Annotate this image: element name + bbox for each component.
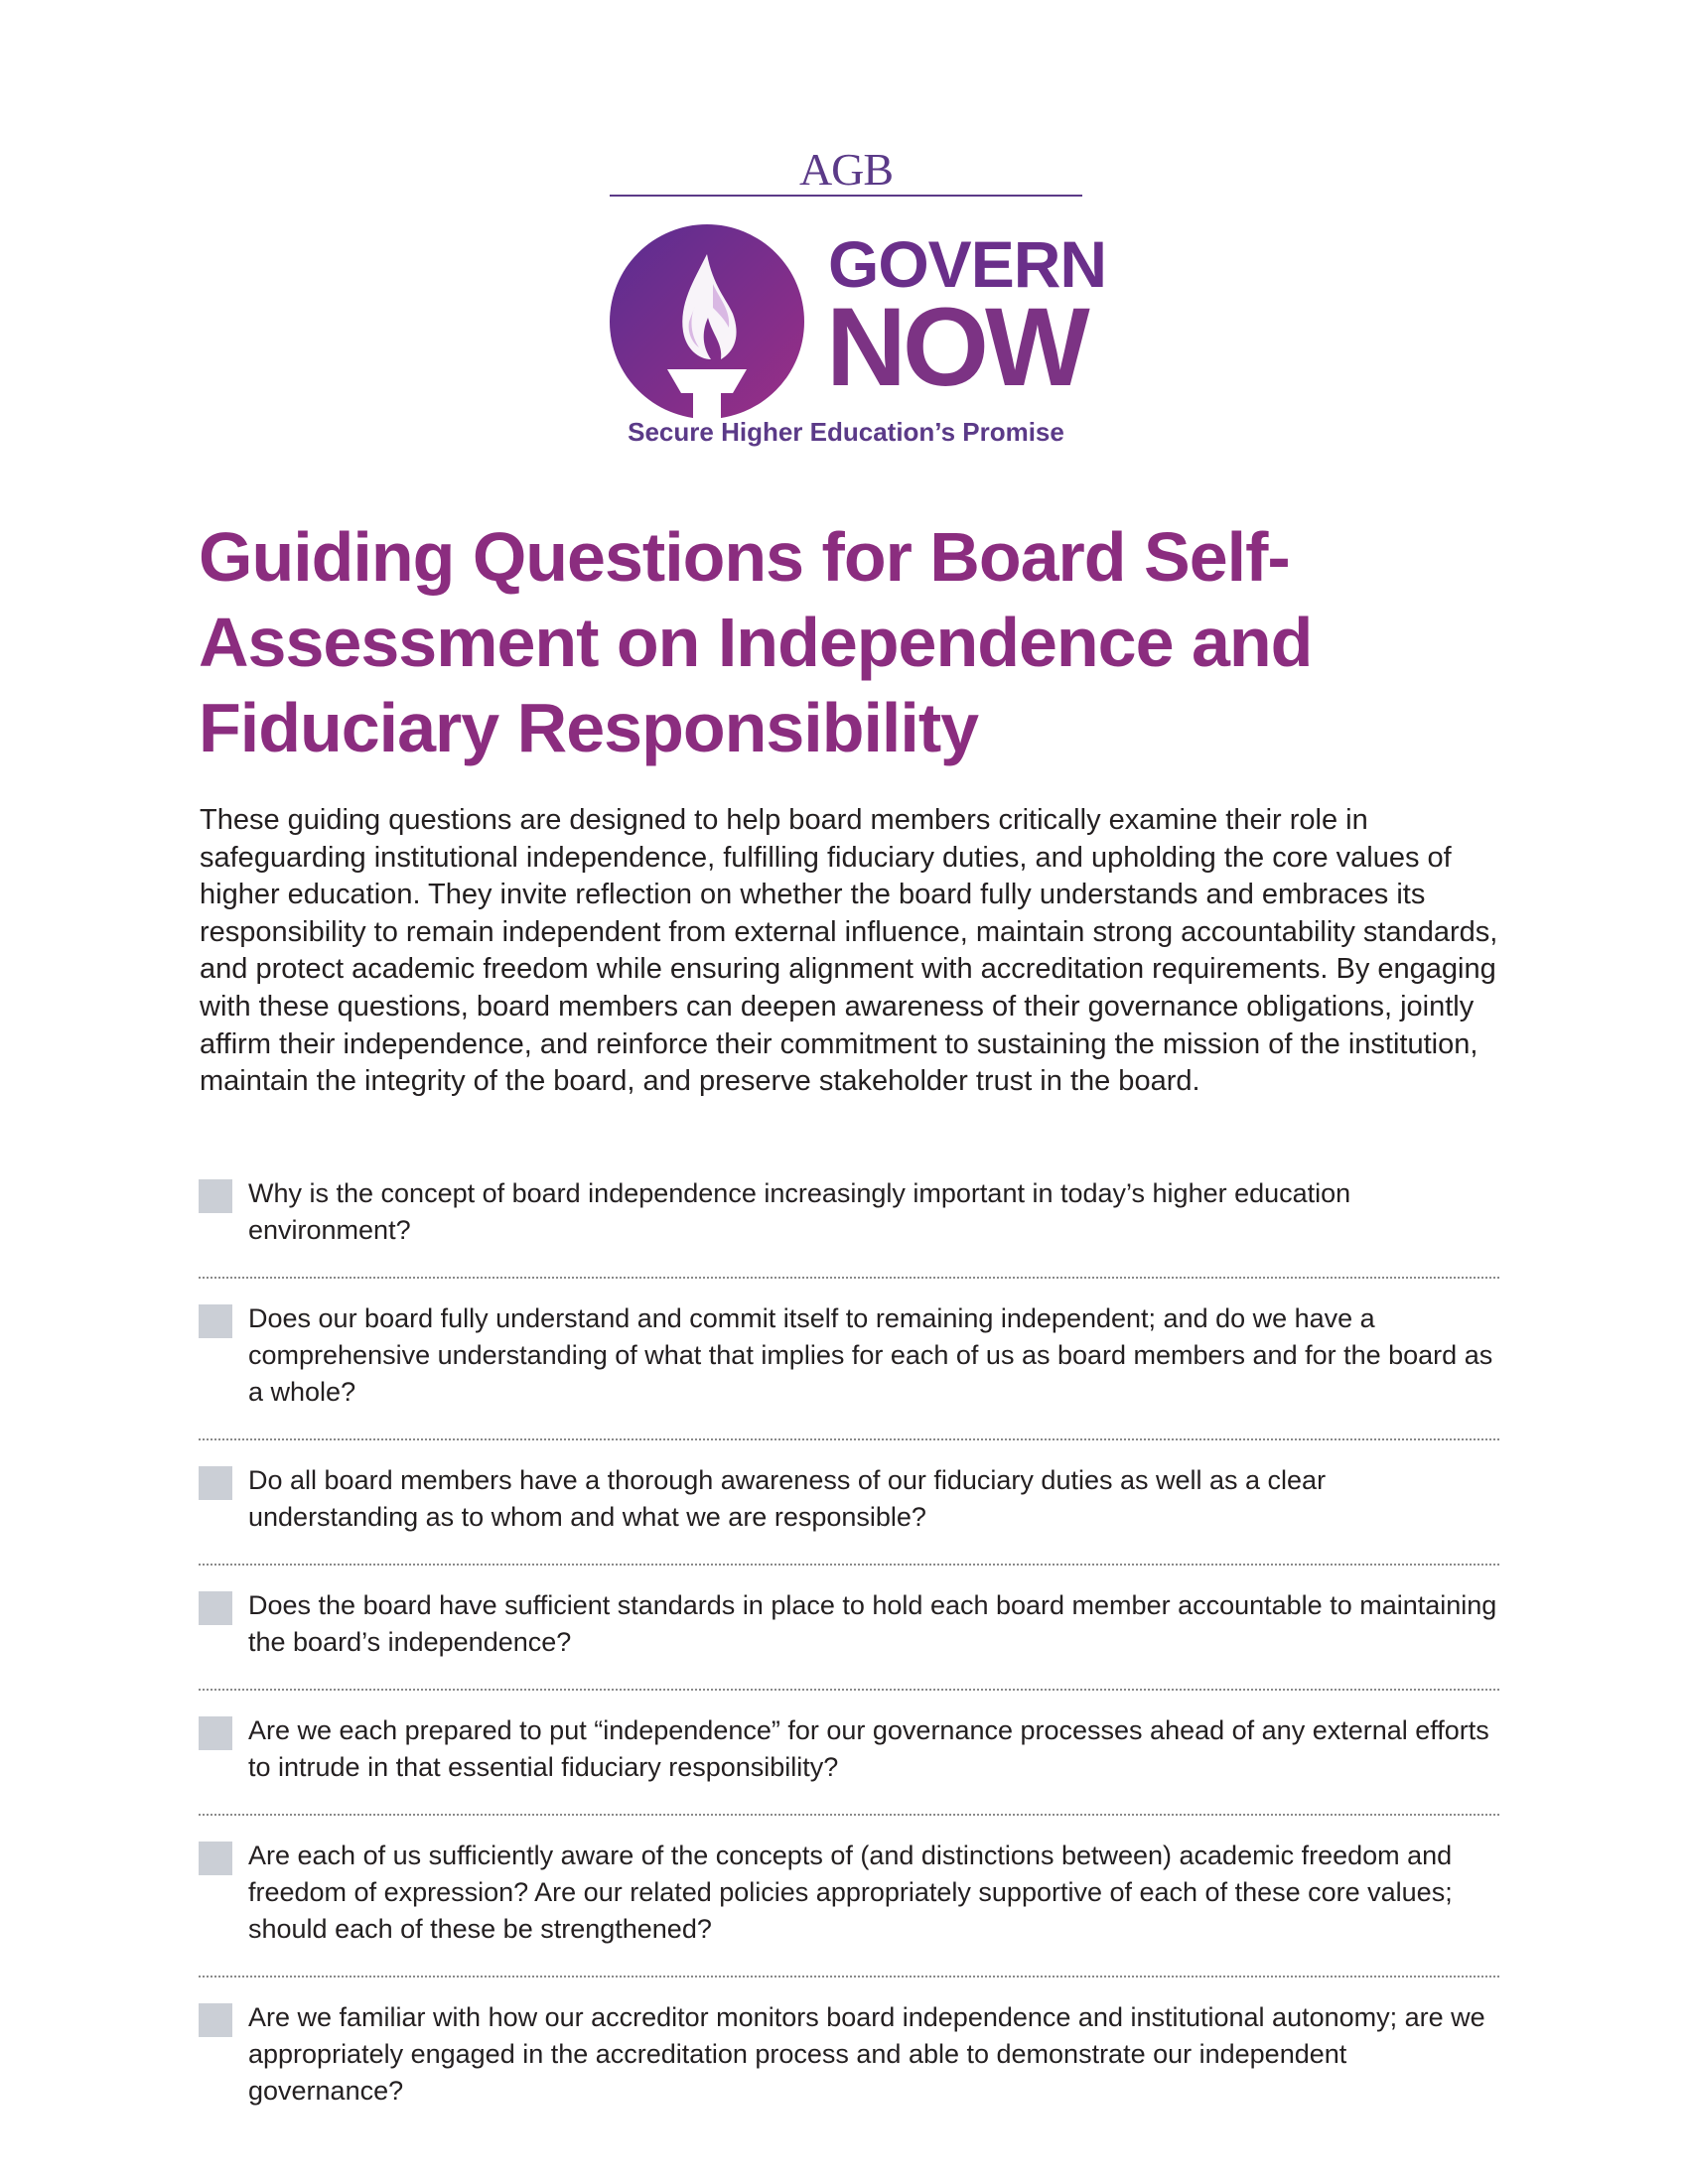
govern-wordmark: GOVERN xyxy=(828,227,1107,301)
agb-wordmark: AGB xyxy=(798,144,894,195)
question-text: Does the board have sufficient standards in place to hold each board member accountable to maintaining the board’s independence? xyxy=(248,1590,1497,1657)
question-text: Are we familiar with how our accreditor monitors board independence and institutional autonomy; are we appropriately engaged in the accreditation process and able to demonstrate our independent governance? xyxy=(248,2002,1485,2106)
question-item[interactable] xyxy=(199,1587,1499,1661)
checkbox[interactable] xyxy=(199,1304,232,1338)
page-title: Guiding Questions for Board Self-Assessment on Independence and Fiduciary Responsibility xyxy=(199,518,1313,766)
dotted-divider xyxy=(199,1814,1499,1816)
intro-paragraph: These guiding questions are designed to help board members critically examine their role in safeguarding institutional independence, fulfilling fiduciary duties, and upholding the core values of higher education. They invite reflection on whether the board fully understands and embraces its responsibility to remain independent from external influence, maintain strong accountability standards, and protect academic freedom while ensuring alignment with accreditation requirements. By engaging with these questions, board members can deepen awareness of their governance obligations, jointly affirm their independence, and reinforce their commitment to sustaining the mission of the institution, maintain the integrity of the board, and preserve stakeholder trust in the board. xyxy=(200,804,1498,1098)
question-item[interactable] xyxy=(199,1462,1499,1536)
question-text: Are each of us sufficiently aware of the concepts of (and distinctions between) academic freedom and freedom of expression? Are our related policies appropriately supportive of each of these core values; should each of these be strengthened? xyxy=(248,1841,1453,1944)
torch-logo-icon xyxy=(610,224,804,419)
now-wordmark: NOW xyxy=(826,285,1086,409)
checkbox[interactable] xyxy=(199,1466,232,1500)
checkbox[interactable] xyxy=(199,1842,232,1875)
brand-header xyxy=(610,144,1107,447)
dotted-divider xyxy=(199,1438,1499,1440)
question-item[interactable] xyxy=(199,1712,1499,1786)
checkbox[interactable] xyxy=(199,1591,232,1625)
checkbox[interactable] xyxy=(199,2003,232,2037)
checkbox[interactable] xyxy=(199,1716,232,1750)
question-item[interactable] xyxy=(199,1175,1499,1249)
checkbox[interactable] xyxy=(199,1179,232,1213)
tagline: Secure Higher Education’s Promise xyxy=(628,417,1064,447)
dotted-divider xyxy=(199,1564,1499,1566)
question-text: Why is the concept of board independence increasingly important in today’s higher education environment? xyxy=(248,1178,1351,1245)
question-text: Does our board fully understand and commit itself to remaining independent; and do we have a comprehensive understanding of what that implies for each of us as board members and for the board as a whole? xyxy=(248,1303,1493,1407)
question-text: Are we each prepared to put “independence” for our governance processes ahead of any external efforts to intrude in that essential fiduciary responsibility? xyxy=(248,1715,1489,1782)
question-item[interactable] xyxy=(199,1300,1499,1411)
header-divider xyxy=(610,195,1082,197)
question-item[interactable] xyxy=(199,1838,1499,1948)
dotted-divider xyxy=(199,1976,1499,1978)
dotted-divider xyxy=(199,1277,1499,1279)
dotted-divider xyxy=(199,1689,1499,1691)
question-item[interactable] xyxy=(199,1999,1499,2110)
question-checklist xyxy=(199,1175,1499,2110)
question-text: Do all board members have a thorough awareness of our fiduciary duties as well as a clear understanding as to whom and what we are responsible? xyxy=(248,1465,1327,1532)
